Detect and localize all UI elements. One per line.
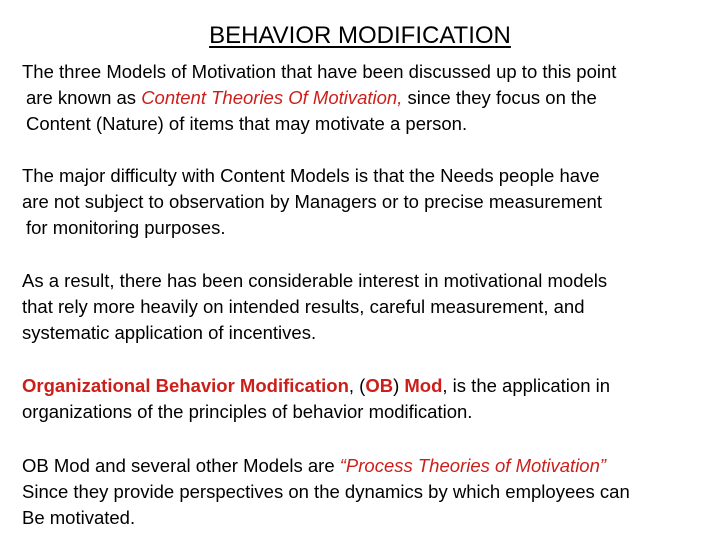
paragraph-2-line-3: for monitoring purposes. xyxy=(26,217,226,238)
title-text: BEHAVIOR MODIFICATION xyxy=(209,22,511,49)
mod-abbreviation: Mod xyxy=(404,375,443,396)
paragraph-4-sep-1: , ( xyxy=(348,375,366,396)
ob-abbreviation: OB xyxy=(365,375,394,396)
paragraph-5-line-1-pre: OB Mod and several other Models are xyxy=(22,455,340,476)
ob-mod-term: Organizational Behavior Modification xyxy=(22,375,349,396)
paragraph-1-line-2-post: since they focus on the xyxy=(402,87,597,108)
paragraph-4-line-1 xyxy=(22,375,610,397)
paragraph-3-line-3: systematic application of incentives. xyxy=(22,322,317,343)
paragraph-1-line-2 xyxy=(26,87,597,109)
paragraph-1-line-1: The three Models of Motivation that have been discussed up to this point xyxy=(22,61,617,82)
content-theories-term: Content Theories Of Motivation, xyxy=(141,87,403,108)
page-title xyxy=(0,22,720,50)
paragraph-2-line-1: The major difficulty with Content Models is that the Needs people have xyxy=(22,165,600,186)
paragraph-1-line-3: Content (Nature) of items that may motivate a person. xyxy=(26,113,468,134)
paragraph-3-line-1: As a result, there has been considerable interest in motivational models xyxy=(22,270,608,291)
paragraph-5-line-1 xyxy=(22,455,606,477)
paragraph-5-line-2: Since they provide perspectives on the dynamics by which employees can xyxy=(22,481,630,502)
paragraph-3-line-2: that rely more heavily on intended results, careful measurement, and xyxy=(22,296,585,317)
paragraph-4-sep-2: ) xyxy=(393,375,405,396)
paragraph-1-line-2-pre: are known as xyxy=(26,87,142,108)
paragraph-4-line-2: organizations of the principles of behavior modification. xyxy=(22,401,473,422)
process-theories-term: “Process Theories of Motivation” xyxy=(339,455,607,476)
paragraph-2-line-2: are not subject to observation by Managers or to precise measurement xyxy=(22,191,602,212)
paragraph-5-line-3: Be motivated. xyxy=(22,507,136,528)
paragraph-4-line-1-post: , is the application in xyxy=(442,375,611,396)
